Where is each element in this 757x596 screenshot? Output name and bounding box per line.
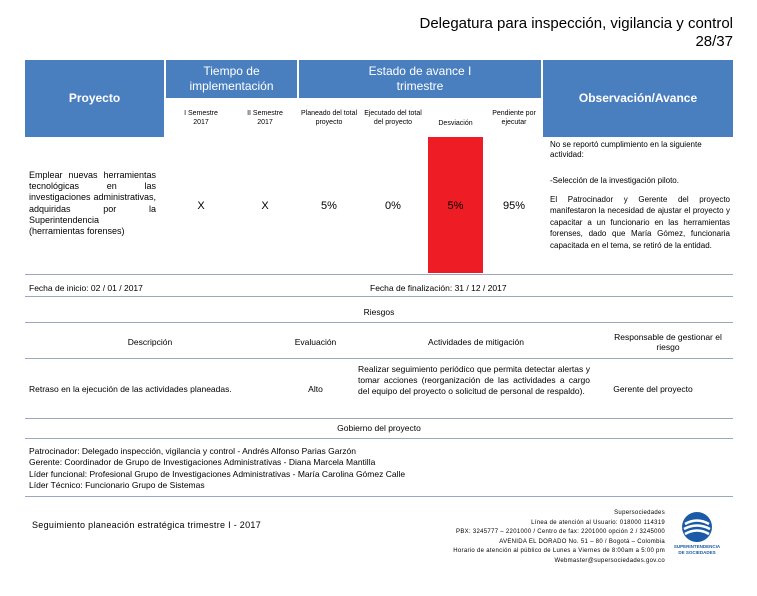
- supersociedades-logo: [672, 510, 722, 566]
- gobierno-line: Patrocinador: Delegado inspección, vigilancia y control - Andrés Alfonso Parias Garzón: [29, 446, 356, 456]
- logo-text: SUPERINTENDENCIA DE SOCIEDADES: [673, 544, 721, 555]
- footer-caption: Seguimiento planeación estratégica trimestre I - 2017: [32, 520, 262, 530]
- riesgos-header-actividades: Actividades de mitigación: [428, 337, 524, 347]
- observacion-cell: [550, 140, 730, 251]
- riesgo-responsable: Gerente del proyecto: [613, 384, 693, 394]
- separator: [25, 296, 733, 297]
- observacion-detalle: El Patrocinador y Gerente del proyecto manifestaron la necesidad de ajustar el proyecto y capacitar a un funcionario en las herramientas forenses, dado que María Gómez, funcionaria capacitada en el tema, se retiró de la entidad.: [550, 195, 730, 250]
- sem1-value: X: [197, 200, 205, 212]
- tiempo-header: Tiempo de implementación: [166, 60, 297, 98]
- gobierno-list: [29, 446, 729, 492]
- separator: [25, 322, 733, 323]
- planeado-value: 5%: [321, 200, 337, 212]
- logo-icon: [672, 510, 722, 544]
- footer-contact: [420, 509, 665, 566]
- observacion-header: Observación/Avance: [543, 60, 733, 137]
- fecha-final: Fecha de finalización: 31 / 12 / 2017: [370, 283, 507, 293]
- riesgos-header-descripcion: Descripción: [127, 337, 173, 347]
- gobierno-line: Líder Técnico: Funcionario Grupo de Sistemas: [29, 480, 205, 491]
- sem2-value: X: [261, 200, 269, 212]
- header-title: Delegatura para inspección, vigilancia y control: [419, 15, 733, 32]
- contact-line: AVENIDA EL DORADO No. 51 – 80 / Bogotá – Colombia: [499, 538, 665, 545]
- separator: [25, 418, 733, 419]
- pendiente-value: 95%: [502, 200, 526, 212]
- contact-line: Horario de atención al público de Lunes a Viernes de 8:00am a 5:00 pm: [453, 548, 665, 554]
- separator: [25, 274, 733, 275]
- gobierno-title: Gobierno del proyecto: [337, 423, 421, 433]
- page-number: 28/37: [695, 33, 733, 50]
- proyecto-cell: Emplear nuevas herramientas tecnológicas en las investigaciones administrativas, adquiridas por la Superintendencia (herramientas forenses): [29, 170, 156, 237]
- estado-header: Estado de avance I trimestre: [299, 60, 541, 98]
- ejecutado-value: 0%: [385, 200, 401, 212]
- desviacion-value: 5%: [447, 200, 464, 212]
- riesgos-header-responsable: Responsable de gestionar el riesgo: [614, 332, 722, 352]
- riesgo-descripcion: Retraso en la ejecución de las actividades planeadas.: [29, 384, 232, 394]
- proyecto-header: Proyecto: [25, 60, 164, 137]
- subheader-ejecutado: Ejecutado del total del proyecto: [364, 110, 422, 126]
- subheader-pendiente: Pendiente por ejecutar: [492, 110, 536, 126]
- subheader-sem1: I Semestre 2017: [184, 110, 218, 126]
- contact-line: PBX: 3245777 – 2201000 / Centro de fax: 2201000 opción 2 / 3245000: [456, 529, 665, 535]
- riesgos-title: Riesgos: [363, 307, 395, 317]
- riesgo-evaluacion: Alto: [308, 384, 323, 394]
- subheader-desviacion: Desviación: [438, 119, 473, 127]
- subheader-sem2: II Semestre 2017: [247, 110, 283, 126]
- observacion-intro: No se reportó cumplimiento en la siguiente actividad:: [550, 140, 702, 159]
- observacion-actividad: -Selección de la investigación piloto.: [550, 176, 679, 185]
- gobierno-line: Gerente: Coordinador de Grupo de Investigaciones Administrativas - Diana Marcela Mantilla: [29, 457, 376, 468]
- separator: [25, 438, 733, 439]
- page-header: [340, 15, 733, 51]
- contact-line: Supersociedades: [614, 510, 665, 516]
- contact-line: Línea de atención al Usuario: 018000 114319: [531, 519, 665, 526]
- riesgos-header-evaluacion: Evaluación: [294, 337, 337, 347]
- subheader-planeado: Planeado del total proyecto: [300, 110, 358, 126]
- separator: [25, 358, 733, 359]
- contact-line[interactable]: Webmaster@supersociedades.gov.co: [554, 557, 665, 564]
- fecha-inicio: Fecha de inicio: 02 / 01 / 2017: [29, 283, 143, 293]
- separator: [25, 496, 733, 497]
- gobierno-line: Líder funcional: Profesional Grupo de Investigaciones Administrativas - María Carolina Gómez Calle: [29, 468, 406, 479]
- riesgo-actividades: Realizar seguimiento periódico que permita detectar alertas y tomar acciones (reorganización de las actividades a cargo del equipo del proyecto o solicitud de personal de respaldo).: [358, 364, 590, 397]
